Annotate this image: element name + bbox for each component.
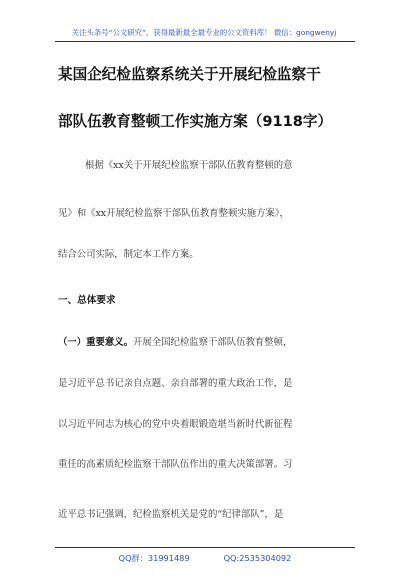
footer-qq-number: QQ:2535304092 xyxy=(223,553,292,563)
para1-line-4: 重任的高素质纪检监察干部队伍作出的重大决策部署。习 xyxy=(58,459,293,470)
header-notice: 关注头条号“公文研究”，获得最新最全最专业的公文资料库！ 微信：gongwenyj xyxy=(71,28,337,37)
intro-line-3: 结合公司实际，制定本工作方案。 xyxy=(58,249,199,260)
para1-line-1 xyxy=(58,334,292,348)
footer-contact xyxy=(55,553,355,564)
footer-qq-group: QQ群：31991489 xyxy=(118,553,190,563)
document-title-line-2: 部队伍教育整顿工作实施方案（9118字） xyxy=(58,113,333,130)
header-divider xyxy=(55,41,355,42)
para1-line-5: 近平总书记强调，纪检监察机关是党的“纪律部队”，是 xyxy=(58,509,284,520)
section-heading-overall: 一、总体要求 xyxy=(58,295,116,306)
para1-line-2: 是习近平总书记亲自点题、亲自部署的重大政治工作，是 xyxy=(58,378,293,389)
footer-divider xyxy=(55,547,355,548)
para1-lead: （一）重要意义。 xyxy=(58,337,134,348)
intro-line-1: 根据《xx关于开展纪检监察干部队伍教育整顿的意 xyxy=(85,160,293,171)
para1-line-1-rest: 开展全国纪检监察干部队伍教育整顿， xyxy=(133,337,293,348)
para1-line-3: 以习近平同志为核心的党中央着眼锻造堪当新时代新征程 xyxy=(58,419,293,430)
document-title-line-1: 某国企纪检监察系统关于开展纪检监察干 xyxy=(58,66,321,83)
intro-line-2: 见》和《xx开展纪检监察干部队伍教育整顿实施方案》， xyxy=(58,208,289,219)
